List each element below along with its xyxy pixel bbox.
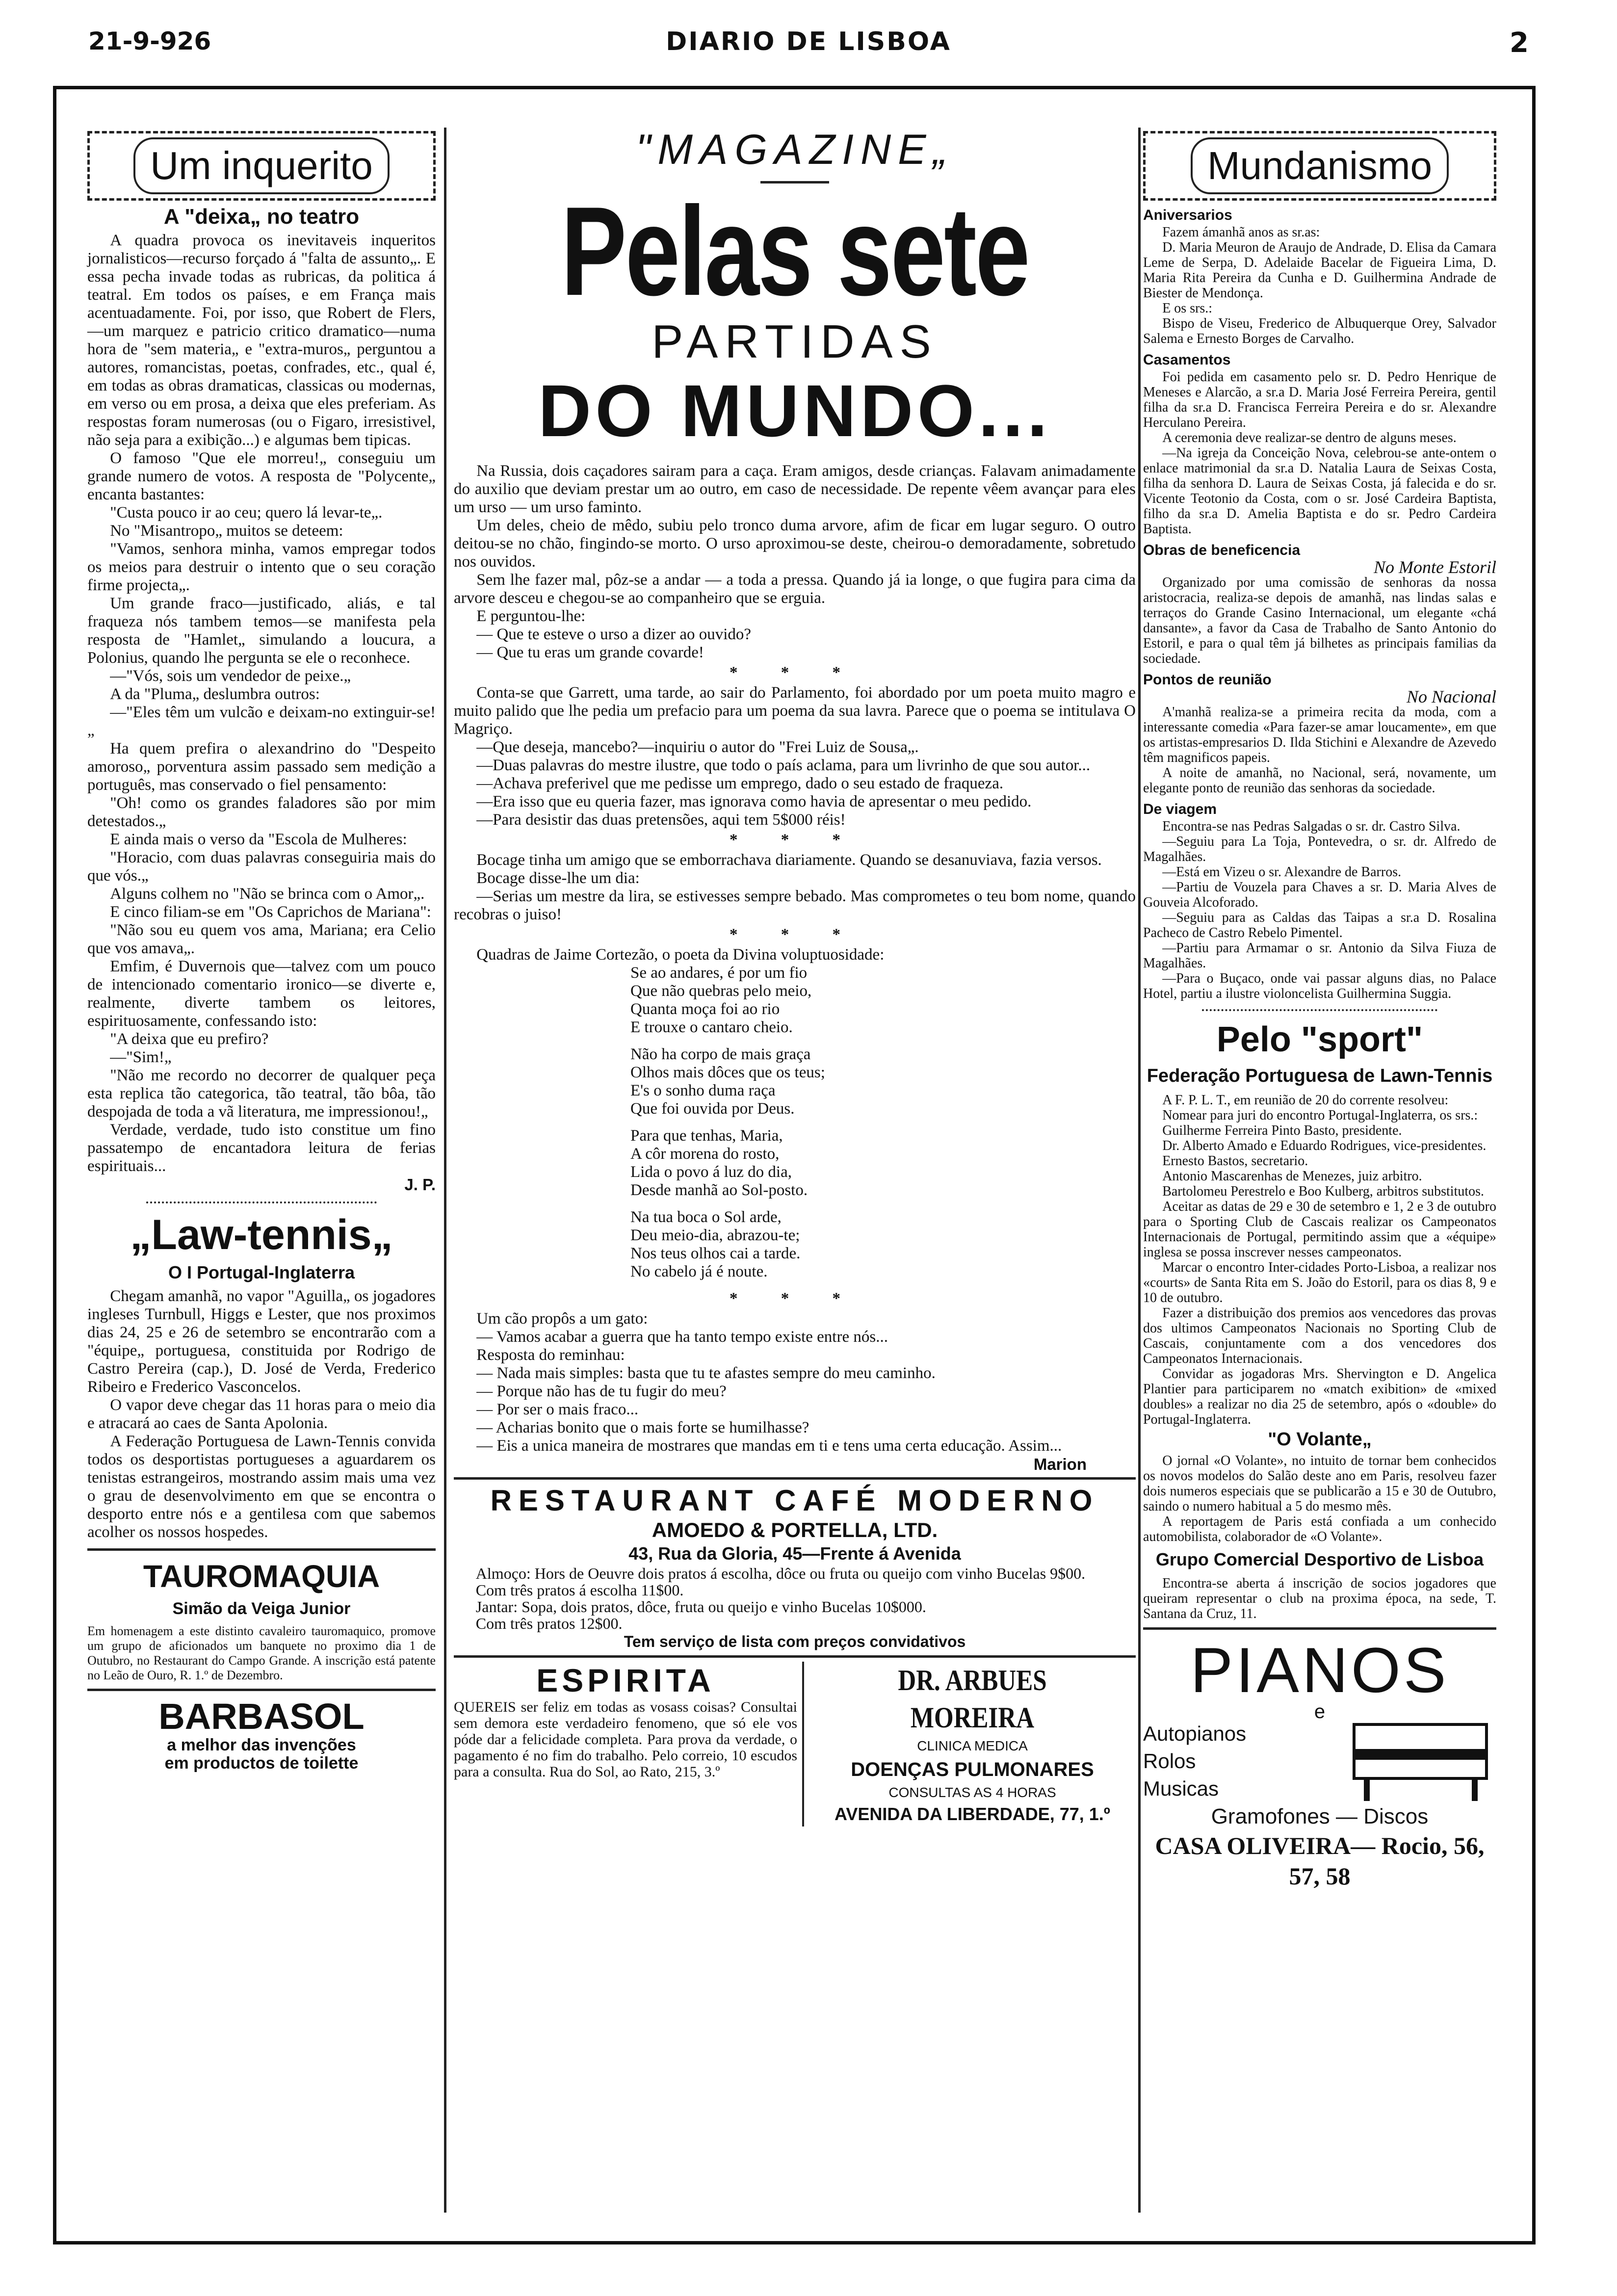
pianos-and: e (1314, 1701, 1326, 1722)
restaurant-ad (454, 1484, 1136, 1651)
newspaper-title: DIARIO DE LISBOA (666, 27, 951, 56)
grupo-comercial-title: Grupo Comercial Desportivo de Lisboa (1155, 1549, 1484, 1569)
divider (454, 1655, 1136, 1658)
viagem-text (1143, 819, 1496, 1001)
paragraph: A F. P. L. T., em reunião de 20 do corrente resolveu: (1162, 1093, 1449, 1108)
column-divider-right (1138, 128, 1141, 2213)
paragraph: Um cão propôs a um gato: (476, 1310, 648, 1328)
espirita-ad (454, 1662, 804, 1826)
paragraph: — Que tu eras um grande covarde! (476, 644, 704, 661)
section-stars: * * * (730, 831, 860, 849)
paragraph: Bartolomeu Perestrelo e Boo Kulberg, arbitros substitutos. (1162, 1184, 1485, 1199)
paragraph: —Para desistir das duas pretensões, aqui tem 5$000 réis! (476, 811, 846, 829)
paragraph: A da "Pluma„ deslumbra outros: (110, 685, 320, 703)
federacao-title: Federação Portuguesa de Lawn-Tennis (1147, 1066, 1493, 1086)
poem-line: E trouxe o cantaro cheio. (630, 1018, 793, 1036)
restaurant-menu (454, 1565, 1136, 1632)
pianos-line-2: Rolos (1143, 1749, 1196, 1773)
poem-line: Para que tenhas, Maria, (630, 1127, 783, 1145)
aniversarios-heading: Aniversarios (1143, 207, 1232, 223)
doctor-line-2: DOENÇAS PULMONARES (851, 1759, 1094, 1780)
paragraph: Fazer a distribuição dos premios aos vencedores das provas dos ultimos Campeonatos Nacionais no Sporting Club de Cascais, conjuntamente com a dos vencedores dos Campeonatos Internacionais. (1143, 1305, 1496, 1366)
reuniao-text (1143, 704, 1496, 796)
poem-line: Que foi ouvida por Deus. (630, 1100, 795, 1118)
volante-text (1143, 1453, 1496, 1544)
paragraph: A ceremonia deve realizar-se dentro de alguns meses. (1162, 430, 1457, 445)
poem-line: No cabelo já é noute. (630, 1263, 768, 1280)
menu-line: Jantar: Sopa, dois pratos, dôce, fruta ou queijo e vinho Bucelas 10$000. (475, 1598, 926, 1616)
paragraph: —Para o Buçaco, onde vai passar alguns dias, no Palace Hotel, partiu a ilustre violoncelista Guilhermina Suggia. (1143, 971, 1496, 1001)
paragraph: "Não me recordo no decorrer de qualquer peça esta replica tão categorica, tão teatral, tão bôa, tão despojada de toda a vã literatura, me impressionou!„ (87, 1067, 436, 1121)
middle-column (454, 125, 1136, 1826)
poem-line: E's o sonho duma raça (630, 1082, 776, 1099)
barbasol-ad-title: BARBASOL (158, 1696, 365, 1737)
restaurant-owner: AMOEDO & PORTELLA, LTD. (652, 1518, 938, 1541)
pianos-ad (1143, 1636, 1496, 1891)
piano-icon (1349, 1720, 1496, 1803)
page-number: 2 (1510, 27, 1529, 59)
paragraph: O vapor deve chegar das 11 horas para o meio dia e atracará ao caes de Santa Apolonia. (87, 1396, 436, 1432)
aniversarios-list-2: Bispo de Viseu, Frederico de Albuquerque Orey, Salvador Salema e Ernesto Borges de Carvalho. (1143, 316, 1496, 346)
espirita-text: QUEREIS ser feliz em todas as vosass coisas? Consultai sem demora este verdadeiro fenomeno, que só ele vos póde dar a felicidade completa. Para prova da verdade, o pagamento é no fim do trabalho. Pelo correio, 10 escudos para a consulta. Rua do Sol, ao Rato, 215, 3.º (454, 1699, 797, 1780)
paragraph: Um grande fraco—justificado, aliás, e tal fraqueza nós tambem temos—se manifesta pela resposta de "Hamlet„ simulando a loucura, a Polonius, quando lhe pergunta se ele o reconhece. (87, 595, 436, 667)
paragraph: Marcar o encontro Inter-cidades Porto-Lisboa, a realizar nos «courts» de Santa Rita em S. João do Estoril, para os dias 8, 9 e 10 de outubro. (1143, 1260, 1496, 1305)
beneficencia-place: No Monte Estoril (1374, 557, 1496, 577)
paragraph: Verdade, verdade, tudo isto constitue um fino passatempo de encantadora leitura de ferias espirituais... (87, 1121, 436, 1175)
paragraph: Ernesto Bastos, secretario. (1162, 1153, 1308, 1169)
aniversarios-intro-2: E os srs.: (1162, 301, 1213, 316)
pianos-line-4: Gramofones — Discos (1211, 1804, 1429, 1828)
doctor-line-1: CLINICA MEDICA (917, 1738, 1028, 1753)
section-stars: * * * (730, 1290, 860, 1307)
paragraph: Um deles, cheio de mêdo, subiu pelo tronco duma arvore, afim de ficar em lugar seguro. O outro deitou-se no chão, fingindo-se morto. O urso aproximou-se deste, cheirou-o demoradamente, sobretudo nos ouvidos. (454, 517, 1136, 571)
paragraph: Foi pedida em casamento pelo sr. D. Pedro Henrique de Meneses e Alarcão, a sr.a D. Maria José Ferreira Pereira, gentil filha da sr.a D. Francisca Ferreira Pereira e do sr. Alexandre Herculano Pereira. (1143, 369, 1496, 430)
aniversarios-intro: Fazem ámanhã anos as sr.as: (1162, 225, 1320, 240)
paragraph: —Partiu para Armamar o sr. Antonio da Silva Fiuza de Magalhães. (1143, 940, 1496, 971)
paragraph: E cinco filiam-se em "Os Caprichos de Mariana": (110, 903, 431, 921)
aniversarios-list: D. Maria Meuron de Araujo de Andrade, D. Elisa da Camara Leme de Serpa, D. Adelaide Bacelar de Figueira Lima, D. Maria Rita Pereira da Cunha e D. Guilhermina Andrade de Biester de Mendonça. (1143, 240, 1496, 301)
paragraph: "A deixa que eu prefiro? (110, 1030, 269, 1048)
poem-line: Desde manhã ao Sol-posto. (630, 1181, 808, 1199)
paragraph: Conta-se que Garrett, uma tarde, ao sair do Parlamento, foi abordado por um poeta muito magro e muito palido que lhe pedia um prefacio para um poema da sua lavra. Parece que o poema se intitulava O Magriço. (454, 684, 1136, 738)
paragraph: —"Sim!„ (110, 1048, 172, 1066)
paragraph: —Era isso que eu queria fazer, mas ignorava como havia de apresentar o meu pedido. (476, 793, 1032, 810)
restaurant-address: 43, Rua da Gloria, 45—Frente á Avenida (628, 1543, 961, 1564)
paragraph: —Na igreja da Conceição Nova, celebrou-se ante-ontem o enlace matrimonial da sr.a D. Natalia Laura de Seixas Costa, filha da senhora D. Laura de Seixas Costa, já falecida e do sr. Vicente Teotonio da Costa, com o sr. José Cardeira Baptista, filho da sr.a D. Amelia Baptista e do sr. Pedro Cardeira Baptista. (1143, 445, 1496, 537)
beneficencia-text: Organizado por uma comissão de senhoras da nossa aristocracia, realiza-se depois de amanhã, nas lindas salas e terraços do Grande Casino Internacional, um elegante «chá dansante», a favor da Casa de Trabalho de Santo Antonio do Estoril, e para o qual têm já bilhetes as principais familias da sociedade. (1143, 575, 1496, 666)
paragraph: O jornal «O Volante», no intuito de tornar bem conhecidos os novos modelos do Salão deste ano em Paris, resolveu fazer dois numeros especiais que se publicarão a 15 e 30 de Outubro, saindo o numero habitual a 5 do mesmo mês. (1143, 1453, 1496, 1514)
poem-line: Quanta moça foi ao rio (630, 1000, 780, 1018)
restaurant-footer: Tem serviço de lista com preços convidativos (624, 1633, 966, 1650)
paragraph: Ha quem prefira o alexandrino do "Despeito amoroso„ porventura assim passado sem medição a português, mas conservado o fiel pensamento: (87, 740, 436, 794)
paragraph: —Que deseja, mancebo?—inquiriu o autor do "Frei Luiz de Sousa„. (476, 738, 919, 756)
paragraph: Encontra-se nas Pedras Salgadas o sr. dr. Castro Silva. (1162, 819, 1461, 834)
paragraph: —Serias um mestre da lira, se estivesses sempre bebado. Mas comprometes o teu bom nome, quando recobras o juiso! (454, 887, 1136, 923)
paragraph: Nomear para juri do encontro Portugal-Inglaterra, os srs.: (1162, 1108, 1478, 1123)
paragraph: E ainda mais o verso da "Escola de Mulheres: (110, 831, 407, 848)
bottom-ads (454, 1662, 1136, 1826)
divider (1202, 1009, 1437, 1011)
doctor-line-3: CONSULTAS AS 4 HORAS (888, 1785, 1056, 1800)
pianos-title: PIANOS (1190, 1634, 1449, 1706)
story-bears (454, 462, 1136, 662)
tauromaquia-subtitle: Simão da Veiga Junior (172, 1599, 351, 1618)
paragraph: A reportagem de Paris está confiada a um conhecido automobilista, colaborador de «O Volante». (1143, 1514, 1496, 1544)
poem-line: A côr morena do rosto, (630, 1145, 780, 1163)
tauromaquia-title: TAUROMAQUIA (143, 1559, 380, 1594)
paragraph: Emfim, é Duvernois que—talvez com um pouco de intencionado comentario ironico—se diverte e, realmente, diverte tambem os leitores, espirituosamente, confessando isto: (87, 958, 436, 1030)
story-signature: Marion (1033, 1455, 1087, 1473)
paragraph: —"Eles têm um vulcão e deixam-no extinguir-se!„ (87, 704, 436, 739)
story-dog-cat (454, 1310, 1136, 1455)
paragraph: —"Vós, sois um vendedor de peixe.„ (110, 667, 351, 685)
inquiry-title-box (87, 131, 436, 201)
poem-line: Que não quebras pelo meio, (630, 982, 812, 1000)
paragraph: Na Russia, dois caçadores sairam para a caça. Eram amigos, desde crianças. Falavam animadamente do auxilio que deviam prestar um ao outro, em caso de necessidade. De repente vêem avançar para eles um urso — um urso faminto. (454, 462, 1136, 516)
poem-stanza (630, 1045, 1136, 1118)
reuniao-heading: Pontos de reunião (1143, 672, 1272, 688)
right-column (1143, 125, 1496, 1891)
restaurant-name: RESTAURANT CAFÉ MODERNO (490, 1484, 1099, 1517)
paragraph: —Está em Vizeu o sr. Alexandre de Barros. (1162, 864, 1402, 880)
poem-stanza (630, 1208, 1136, 1281)
paragraph: Bocage disse-lhe um dia: (476, 869, 640, 887)
paragraph: A'manhã realiza-se a primeira recita da moda, com a interessante comedia «Para fazer-se amar loucamente», em que os artistas-empresarios D. Ilda Stichini e Alexandre de Azevedo têm magnificos papeis. (1143, 704, 1496, 765)
paragraph: Antonio Mascarenhas de Menezes, juiz arbitro. (1162, 1169, 1422, 1184)
casamentos-heading: Casamentos (1143, 352, 1231, 368)
menu-line: Com três pratos 12$00. (475, 1615, 623, 1632)
barbasol-line-1: a melhor das invenções (167, 1736, 356, 1754)
inquiry-title: Um inquerito (133, 137, 390, 194)
menu-line: Com três pratos á escolha 11$00. (475, 1581, 684, 1599)
pianos-line-5: CASA OLIVEIRA— Rocio, 56, 57, 58 (1155, 1832, 1485, 1890)
paragraph: Alguns colhem no "Não se brinca com o Amor„. (110, 885, 425, 903)
poem-line: Nos teus olhos cai a tarde. (630, 1245, 801, 1262)
paragraph: Convidar as jogadoras Mrs. Shervington e D. Angelica Plantier para participarem no «match exibition» de «mixed doubles» a realizar no dia 25 de setembro, após o «double» do Portugal-Inglaterra. (1143, 1366, 1496, 1427)
headline-pelas-sete: Pelas sete (561, 180, 1029, 322)
paragraph: "Não sou eu quem vos ama, Mariana; era Celio que vos amava„. (87, 921, 436, 957)
divider (87, 1548, 436, 1551)
paragraph: — Que te esteve o urso a dizer ao ouvido? (476, 626, 752, 643)
poem-stanza (630, 1127, 1136, 1200)
doctor-ad (804, 1662, 1136, 1826)
menu-line: Almoço: Hors de Oeuvre dois pratos á escolha, dôce ou fruta ou queijo com vinho Bucelas 9$00. (475, 1565, 1086, 1582)
inquiry-signature: J. P. (404, 1175, 436, 1194)
paragraph: "Custa pouco ir ao ceu; quero lá levar-te„. (110, 504, 383, 522)
volante-title: "O Volante„ (1268, 1429, 1372, 1450)
casamentos-text (1143, 369, 1496, 537)
law-tennis-subtitle: O I Portugal-Inglaterra (168, 1262, 355, 1282)
page-header (88, 27, 1529, 66)
espirita-title: ESPIRITA (536, 1662, 715, 1698)
paragraph: —Achava preferivel que me pedisse um emprego, dado o seu estado de fraqueza. (476, 775, 1004, 792)
paragraph: — Nada mais simples: basta que tu te afastes sempre do meu caminho. (476, 1364, 936, 1382)
poem-line: Na tua boca o Sol arde, (630, 1208, 782, 1226)
section-stars: * * * (730, 664, 860, 681)
inquiry-article (87, 232, 436, 1175)
viagem-heading: De viagem (1143, 801, 1217, 817)
paragraph: "Horacio, com duas palavras conseguiria mais do que vós.„ (87, 849, 436, 885)
paragraph: A noite de amanhã, no Nacional, será, novamente, um elegante ponto de reunião das senhoras da sociedade. (1143, 765, 1496, 796)
poem-line: Deu meio-dia, abrazou-te; (630, 1226, 800, 1244)
paragraph: Bocage tinha um amigo que se emborrachava diariamente. Quando se desanuviava, fazia versos. (476, 851, 1102, 869)
paragraph: A quadra provoca os inevitaveis inqueritos jornalisticos—recurso forçado á "falta de assunto„. E essa pecha invade todas as rubricas, da politica á teatral. Em todos os países, e em França mais acentuadamente. Foi, por isso, que Robert de Flers,—um marquez e patricio critico dramatico—numa hora de "sem materia„ e "extra-muros„ perguntou a autores, romancistas, poetas, confrades, etc., qual é, em todas as obras dramaticas, classicas ou modernas, em verso ou em prosa, a deixa que eles preferiam. As respostas foram numerosas (ou o Figaro, irresistivel, não seja para a exibição...) e algumas bem tipicas. (87, 232, 436, 449)
doctor-name: DR. ARBUES MOREIRA (898, 1664, 1047, 1734)
barbasol-line-2: em productos de toilette (164, 1754, 359, 1773)
headline-partidas: PARTIDAS (652, 315, 938, 368)
reuniao-place: No Nacional (1406, 687, 1496, 706)
divider (146, 1201, 377, 1203)
grupo-comercial-text: Encontra-se aberta á inscrição de socios jogadores que queiram representar o club na proxima época, na sede, T. Santana da Cruz, 11. (1143, 1576, 1496, 1621)
story-garrett (454, 684, 1136, 829)
poem-line: Se ao andares, é por um fio (630, 964, 808, 982)
paragraph: Aceitar as datas de 29 e 30 de setembro e 1, 2 e 3 de outubro para o Sporting Club de Cascais realizar os Campeonatos Internacionais de Portugal, permitindo assim que a «équipe» inglesa se possa inscrever nesses campeonatos. (1143, 1199, 1496, 1260)
sport-title: Pelo "sport" (1216, 1020, 1423, 1059)
paragraph: A Federação Portuguesa de Lawn-Tennis convida todos os desportistas portugueses a aguardarem os tenistas estrangeiros, mostrando assim mais uma vez o grau de desenvolvimento em que se encontra o desporto entre nós e a gentilesa com que sabemos acolher os nossos hospedes. (87, 1433, 436, 1541)
divider (1143, 1627, 1496, 1630)
paragraph: —Partiu de Vouzela para Chaves a sr. D. Maria Alves de Gouveia Alcoforado. (1143, 880, 1496, 910)
tauromaquia-text: Em homenagem a este distinto cavaleiro tauromaquico, promove um grupo de aficionados um banquete no proximo dia 1 de Outubro, no Restaurant do Campo Grande. A inscrição está patente no Leão de Ouro, R. 1.º de Dezembro. (87, 1624, 436, 1682)
law-tennis-title: „Law-tennis„ (130, 1211, 393, 1258)
paragraph: — Vamos acabar a guerra que ha tanto tempo existe entre nós... (476, 1328, 888, 1346)
issue-date: 21-9-926 (88, 27, 211, 55)
poem-intro: Quadras de Jaime Cortezão, o poeta da Divina voluptuosidade: (476, 946, 885, 964)
paragraph: — Acharias bonito que o mais forte se humilhasse? (476, 1419, 809, 1436)
paragraph: Resposta do reminhau: (476, 1346, 625, 1364)
section-stars: * * * (730, 926, 860, 943)
beneficencia-heading: Obras de beneficencia (1143, 542, 1301, 558)
divider (454, 1477, 1136, 1480)
paragraph: Guilherme Ferreira Pinto Basto, presidente. (1162, 1123, 1402, 1138)
mundanismo-title-box (1143, 131, 1496, 201)
federacao-text (1143, 1093, 1496, 1427)
mundanismo-title: Mundanismo (1191, 137, 1449, 194)
paragraph: Sem lhe fazer mal, pôz-se a andar — a toda a pressa. Quando já ia longe, o que fugira para cima da arvore desceu e chegou-se ao companheiro que se erguia. (454, 571, 1136, 607)
headline-do-mundo: DO MUNDO... (538, 369, 1052, 452)
left-column (87, 125, 436, 1773)
inquiry-subtitle: A "deixa„ no teatro (163, 205, 360, 229)
paragraph: —Seguiu para La Toja, Pontevedra, o sr. dr. Alfredo de Magalhães. (1143, 834, 1496, 864)
story-bocage (454, 851, 1136, 924)
paragraph: "Oh! como os grandes faladores são por mim detestados.„ (87, 794, 436, 830)
paragraph: Chegam amanhã, no vapor "Aguilla„ os jogadores ingleses Turnbull, Higgs e Lester, que nos proximos dias 24, 25 e 26 de setembro se encontrarão com a "équipe„ portuguesa, constituida por Rodrigo de Castro Pereira (cap.), D. José de Verda, Frederico Ribeiro e Frederico Vasconcelos. (87, 1287, 436, 1396)
paragraph: No "Misantropo„ muitos se deteem: (110, 522, 343, 540)
pianos-line-1: Autopianos (1143, 1722, 1247, 1745)
pianos-line-3: Musicas (1143, 1777, 1219, 1800)
divider (87, 1689, 436, 1691)
paragraph: —Seguiu para as Caldas das Taipas a sr.a D. Rosalina Pacheco de Castro Rebelo Pimentel. (1143, 910, 1496, 940)
doctor-line-4: AVENIDA DA LIBERDADE, 77, 1.º (835, 1804, 1110, 1824)
paragraph: —Duas palavras do mestre ilustre, que todo o país aclama, para um livrinho de que sou autor... (476, 757, 1091, 774)
magazine-label: "MAGAZINE„ (635, 126, 954, 173)
poem-line: Olhos mais dôces que os teus; (630, 1064, 825, 1081)
poem-stanza (630, 964, 1136, 1037)
paragraph: O famoso "Que ele morreu!„ conseguiu um grande numero de votos. A resposta de "Polycente„ encanta bastantes: (87, 449, 436, 503)
poem-line: Não ha corpo de mais graça (630, 1045, 811, 1063)
paragraph: Dr. Alberto Amado e Eduardo Rodrigues, vice-presidentes. (1162, 1138, 1487, 1153)
column-divider-left (444, 128, 446, 2213)
law-tennis-article (87, 1287, 436, 1541)
paragraph: "Vamos, senhora minha, vamos empregar todos os meios para destruir o intento que o seu coração firme projecta„. (87, 540, 436, 594)
paragraph: E perguntou-lhe: (476, 607, 586, 625)
paragraph: — Porque não has de tu fugir do meu? (476, 1383, 727, 1400)
poem-quatrains (630, 964, 1136, 1281)
paragraph: — Eis a unica maneira de mostrares que mandas em ti e tens uma certa educação. Assim... (476, 1437, 1062, 1455)
poem-line: Lida o povo á luz do dia, (630, 1163, 792, 1181)
paragraph: — Por ser o mais fraco... (476, 1401, 639, 1418)
